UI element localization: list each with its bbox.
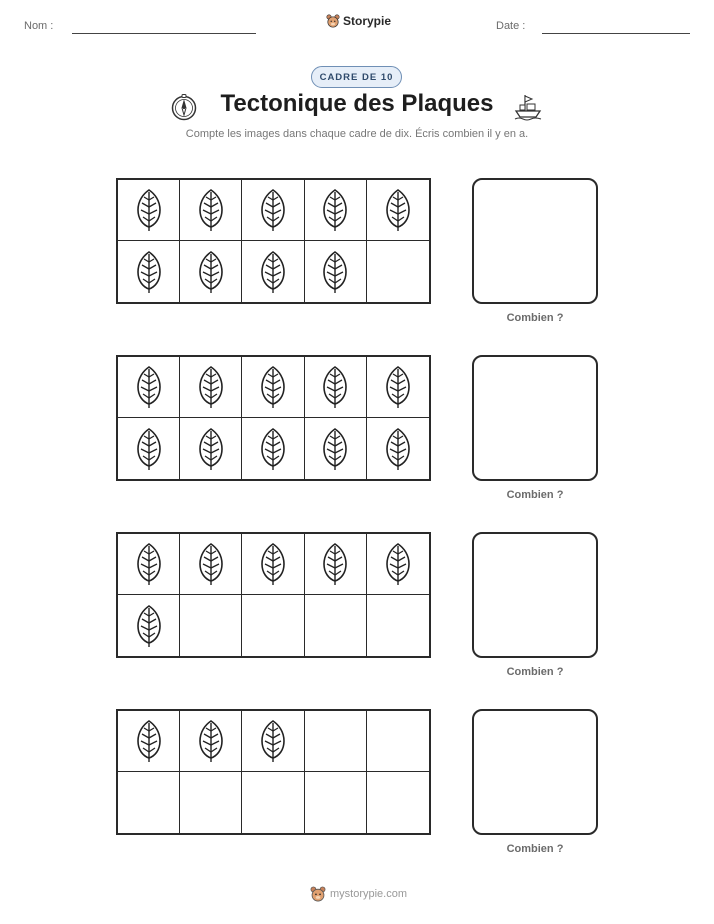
ten-frame bbox=[116, 178, 431, 304]
ten-frame bbox=[116, 532, 431, 658]
leaf-icon bbox=[196, 188, 226, 232]
frame-cell-filled bbox=[242, 180, 304, 241]
frame-cell-filled bbox=[118, 241, 180, 302]
frame-cell-empty bbox=[242, 595, 304, 656]
leaf-icon bbox=[383, 365, 413, 409]
answer-box[interactable] bbox=[472, 709, 598, 835]
leaf-icon bbox=[383, 188, 413, 232]
leaf-icon bbox=[258, 427, 288, 471]
frame-cell-filled bbox=[180, 241, 242, 302]
date-line[interactable] bbox=[542, 33, 690, 34]
frame-cell-filled bbox=[242, 241, 304, 302]
frame-cell-filled bbox=[118, 180, 180, 241]
frame-cell-empty bbox=[118, 772, 180, 833]
frame-cell-empty bbox=[367, 772, 429, 833]
category-badge: CADRE DE 10 bbox=[311, 66, 402, 88]
leaf-icon bbox=[320, 365, 350, 409]
frame-cell-filled bbox=[118, 357, 180, 418]
leaf-icon bbox=[134, 365, 164, 409]
count-prompt: Combien ? bbox=[506, 666, 564, 678]
leaf-icon bbox=[258, 542, 288, 586]
leaf-icon bbox=[134, 250, 164, 294]
leaf-icon bbox=[196, 542, 226, 586]
answer-box[interactable] bbox=[472, 532, 598, 658]
frame-cell-filled bbox=[180, 180, 242, 241]
leaf-icon bbox=[320, 427, 350, 471]
frame-cell-filled bbox=[367, 357, 429, 418]
footer-site[interactable]: mystorypie.com bbox=[330, 888, 408, 900]
answer-box[interactable] bbox=[472, 178, 598, 304]
ship-icon bbox=[513, 92, 543, 122]
frame-cell-filled bbox=[367, 418, 429, 479]
leaf-icon bbox=[320, 188, 350, 232]
frame-cell-filled bbox=[118, 711, 180, 772]
bear-icon bbox=[310, 886, 326, 902]
leaf-icon bbox=[196, 427, 226, 471]
leaf-icon bbox=[134, 188, 164, 232]
frame-cell-filled bbox=[242, 534, 304, 595]
leaf-icon bbox=[383, 542, 413, 586]
leaf-icon bbox=[320, 542, 350, 586]
leaf-icon bbox=[258, 250, 288, 294]
leaf-icon bbox=[258, 188, 288, 232]
frame-cell-filled bbox=[118, 595, 180, 656]
leaf-icon bbox=[134, 719, 164, 763]
leaf-icon bbox=[320, 250, 350, 294]
bear-icon bbox=[326, 14, 340, 28]
frame-cell-filled bbox=[305, 241, 367, 302]
frame-cell-filled bbox=[305, 418, 367, 479]
frame-cell-empty bbox=[305, 711, 367, 772]
frame-cell-empty bbox=[367, 241, 429, 302]
leaf-icon bbox=[196, 365, 226, 409]
frame-cell-filled bbox=[305, 357, 367, 418]
leaf-icon bbox=[196, 250, 226, 294]
frame-cell-filled bbox=[180, 534, 242, 595]
frame-cell-empty bbox=[242, 772, 304, 833]
frame-cell-filled bbox=[180, 711, 242, 772]
count-prompt: Combien ? bbox=[506, 843, 564, 855]
leaf-icon bbox=[196, 719, 226, 763]
leaf-icon bbox=[258, 719, 288, 763]
frame-cell-empty bbox=[305, 772, 367, 833]
ten-frame bbox=[116, 709, 431, 835]
frame-cell-filled bbox=[367, 534, 429, 595]
frame-cell-filled bbox=[305, 180, 367, 241]
frame-cell-filled bbox=[305, 534, 367, 595]
footer bbox=[310, 886, 407, 902]
frame-cell-empty bbox=[180, 595, 242, 656]
frame-cell-filled bbox=[242, 357, 304, 418]
ten-frame bbox=[116, 355, 431, 481]
leaf-icon bbox=[258, 365, 288, 409]
brand-logo bbox=[326, 14, 391, 28]
frame-cell-empty bbox=[367, 711, 429, 772]
answer-box[interactable] bbox=[472, 355, 598, 481]
leaf-icon bbox=[134, 542, 164, 586]
frame-cell-filled bbox=[367, 180, 429, 241]
leaf-icon bbox=[134, 427, 164, 471]
leaf-icon bbox=[383, 427, 413, 471]
frame-cell-filled bbox=[242, 418, 304, 479]
name-label: Nom : bbox=[24, 20, 54, 32]
count-prompt: Combien ? bbox=[506, 489, 564, 501]
frame-cell-filled bbox=[242, 711, 304, 772]
date-label: Date : bbox=[496, 20, 526, 32]
frame-cell-empty bbox=[180, 772, 242, 833]
frame-cell-filled bbox=[118, 534, 180, 595]
instructions: Compte les images dans chaque cadre de dix. Écris combien il y en a. bbox=[185, 128, 529, 140]
page-title: Tectonique des Plaques bbox=[220, 90, 494, 117]
name-line[interactable] bbox=[72, 33, 256, 34]
leaf-icon bbox=[134, 604, 164, 648]
count-prompt: Combien ? bbox=[506, 312, 564, 324]
frame-cell-empty bbox=[367, 595, 429, 656]
frame-cell-empty bbox=[305, 595, 367, 656]
frame-cell-filled bbox=[180, 357, 242, 418]
brand-name: Storypie bbox=[343, 14, 392, 28]
frame-cell-filled bbox=[118, 418, 180, 479]
frame-cell-filled bbox=[180, 418, 242, 479]
